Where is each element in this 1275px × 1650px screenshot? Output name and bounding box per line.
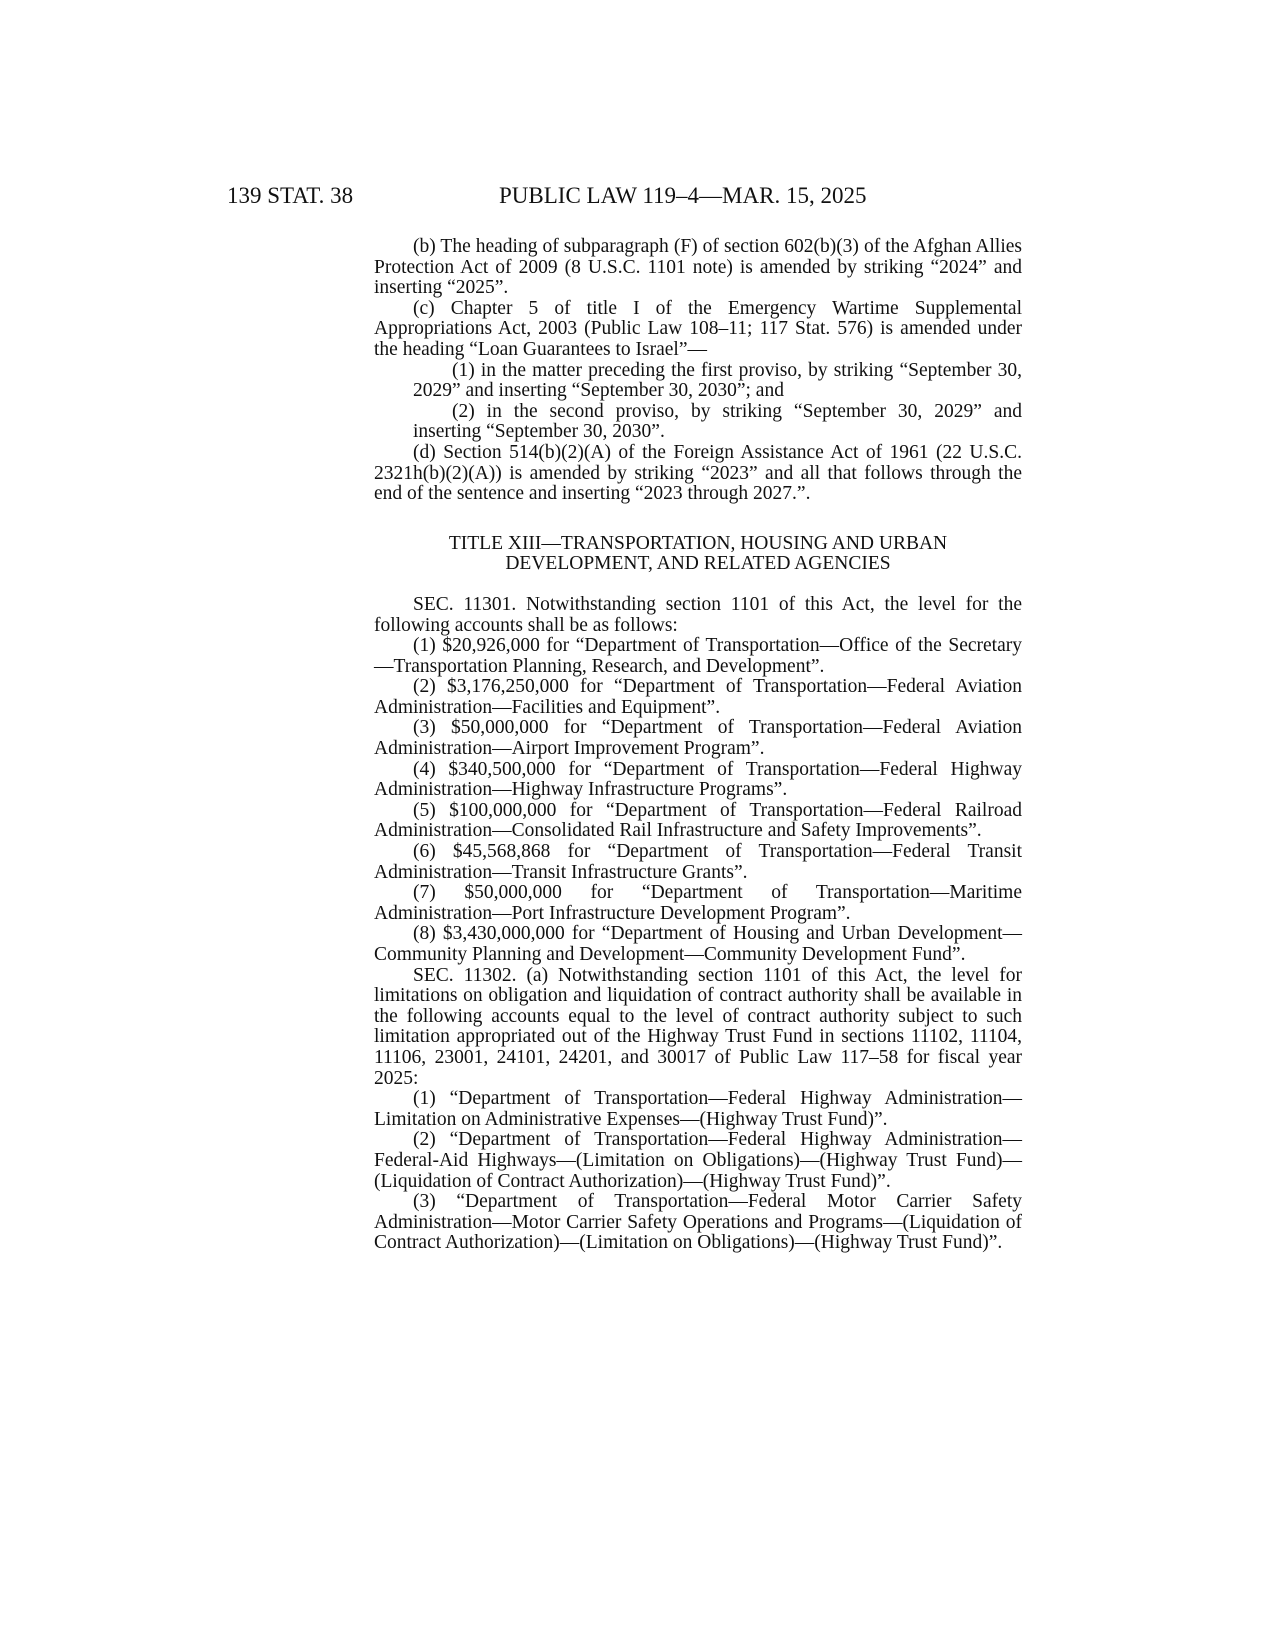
stat-page-number: 139 STAT. 38 — [227, 183, 354, 208]
section-11302-item-1: (1) “Department of Transportation—Federal Highway Administration—Limitation on Administrative Expenses—(Highway Trust Fund)”. — [374, 1088, 1022, 1130]
section-11301-item-5: (5) $100,000,000 for “Department of Transportation—Federal Railroad Administration—Consolidated Rail Infrastructure and Safety Improvements”. — [374, 799, 1022, 842]
section-11301-item-2: (2) $3,176,250,000 for “Department of Transportation—Federal Aviation Administration—Facilities and Equipment”. — [374, 676, 1022, 718]
running-header: PUBLIC LAW 119–4—MAR. 15, 2025 — [499, 183, 867, 208]
body-column — [374, 237, 1022, 1254]
section-11302: SEC. 11302. (a) Notwithstanding section 1101 of this Act, the level for limitations on obligation and liquidation of contract authority shall be available in the following accounts equal to the level of contract authority subject to such limitation appropriated out of the Highway Trust Fund in sections 11102, 11104, 11106, 23001, 24101, 24201, and 30017 of Public Law 117–58 for fiscal year 2025: — [374, 964, 1022, 1089]
paragraph-c: (c) Chapter 5 of title I of the Emergency Wartime Supplemental Appropriations Act, 2003 (Public Law 108–11; 117 Stat. 576) is amended under the heading “Loan Guarantees to Israel”— — [374, 297, 1022, 360]
paragraph-c-1: (1) in the matter preceding the first proviso, by striking “September 30, 2029” and inserting “September 30, 2030”; and — [413, 359, 1022, 402]
section-11301-item-3: (3) $50,000,000 for “Department of Transportation—Federal Aviation Administration—Airport Improvement Program”. — [374, 717, 1022, 760]
paragraph-b: (b) The heading of subparagraph (F) of section 602(b)(3) of the Afghan Allies Protection Act of 2009 (8 U.S.C. 1101 note) is amended by striking “2024” and inserting “2025”. — [374, 236, 1022, 299]
title-heading-line-2: DEVELOPMENT, AND RELATED AGENCIES — [505, 553, 891, 575]
section-11301-item-7: (7) $50,000,000 for “Department of Transportation—Maritime Administration—Port Infrastructure Development Program”. — [374, 882, 1022, 924]
section-11301: SEC. 11301. Notwithstanding section 1101 of this Act, the level for the following accounts shall be as follows: — [374, 593, 1022, 636]
title-heading-line-1: TITLE XIII—TRANSPORTATION, HOUSING AND URBAN — [448, 532, 948, 554]
section-11302-item-3: (3) “Department of Transportation—Federal Motor Carrier Safety Administration—Motor Carrier Safety Operations and Programs—(Liquidation of Contract Authorization)—(Limitation on Obligations)—(Highway Trust Fund)”. — [374, 1191, 1022, 1254]
section-11301-item-4: (4) $340,500,000 for “Department of Transportation—Federal Highway Administration—Highway Infrastructure Programs”. — [374, 758, 1022, 801]
section-11301-item-1: (1) $20,926,000 for “Department of Transportation—Office of the Secretary—Transportation Planning, Research, and Development”. — [374, 635, 1022, 677]
paragraph-c-2: (2) in the second proviso, by striking “September 30, 2029” and inserting “September 30, 2030”. — [413, 400, 1022, 443]
section-11301-item-8: (8) $3,430,000,000 for “Department of Housing and Urban Development—Community Planning and Development—Community Development Fund”. — [374, 923, 1022, 965]
section-11302-item-2: (2) “Department of Transportation—Federal Highway Administration—Federal-Aid Highways—(Limitation on Obligations)—(Highway Trust Fund)—(Liquidation of Contract Authorization)—(Highway Trust Fund)”. — [374, 1129, 1022, 1192]
section-11301-item-6: (6) $45,568,868 for “Department of Transportation—Federal Transit Administration—Transit Infrastructure Grants”. — [374, 841, 1022, 883]
paragraph-d: (d) Section 514(b)(2)(A) of the Foreign Assistance Act of 1961 (22 U.S.C. 2321h(b)(2)(A)) is amended by striking “2023” and all that follows through the end of the sentence and inserting “2023 through 2027.”. — [374, 441, 1022, 505]
title-heading — [374, 534, 1022, 575]
